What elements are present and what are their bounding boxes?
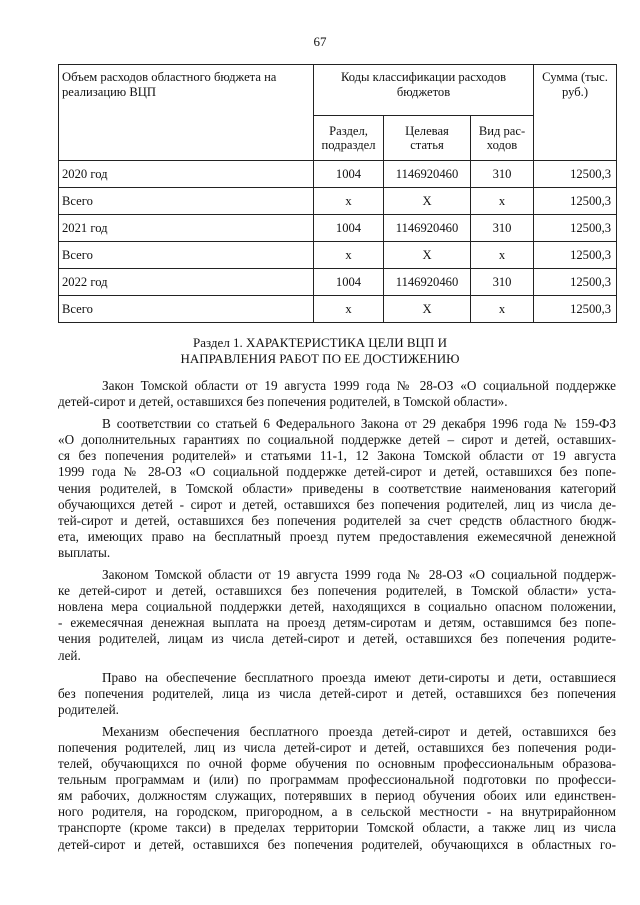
- section-title-line: Раздел 1. ХАРАКТЕРИСТИКА ЦЕЛИ ВЦП И: [193, 335, 447, 350]
- header-section: Раздел, подраздел: [314, 116, 384, 161]
- row-label: 2022 год: [59, 269, 314, 296]
- table-row: [59, 215, 617, 242]
- row-section: х: [314, 296, 384, 323]
- header-sum: Сумма (тыс. руб.): [534, 65, 617, 161]
- row-section: 1004: [314, 161, 384, 188]
- row-sum: 12500,3: [534, 161, 617, 188]
- row-target: Х: [384, 296, 471, 323]
- table-row: [59, 242, 617, 269]
- text-line: В соответствии со статьей 6 Федерального Закона от 29 декабря 1996 года № 159-ФЗ: [102, 416, 616, 432]
- paragraph: [58, 416, 616, 561]
- header-codes: Коды классификации расходов бюджетов: [314, 65, 534, 116]
- table-header-row: [59, 65, 617, 116]
- row-section: 1004: [314, 215, 384, 242]
- row-sum: 12500,3: [534, 215, 617, 242]
- text-line: детей-сирот и детей, оставшихся без попечения родителей, обучающихся в областных го-: [58, 836, 616, 852]
- table-row: [59, 161, 617, 188]
- text-line: обучающихся детей - сирот и детей, оставшихся без попечения родителей, лиц из числа де-: [58, 496, 616, 512]
- row-type: х: [471, 242, 534, 269]
- paragraph: [58, 724, 616, 853]
- text-line: чения родителей, лицам из числа детей-сирот и детей, оставшихся без попечения родите-: [58, 631, 616, 647]
- row-type: х: [471, 296, 534, 323]
- text-line: ке детей-сирот и детей, оставшихся без попечения родителей, в Томской области» уста-: [58, 583, 616, 599]
- text-line: выплаты.: [58, 544, 111, 560]
- row-label: Всего: [59, 188, 314, 215]
- text-line: Закон Томской области от 19 августа 1999 года № 28-ОЗ «О социальной поддержке: [102, 378, 616, 393]
- text-line: Право на обеспечение бесплатного проезда имеют дети-сироты и дети, оставшиеся: [102, 669, 616, 685]
- row-type: 310: [471, 215, 534, 242]
- text-line: детей-сирот и детей, оставшихся без попечения родителей, в Томской области».: [58, 394, 508, 410]
- text-line: новлена мера социальной поддержки детей, находящихся в социально опасном положении,: [58, 599, 616, 615]
- text-line: ного родителя, на городском, пригородном, а в сельской местности - на внутрирайонном: [58, 804, 616, 820]
- row-label: Всего: [59, 296, 314, 323]
- text-line: родителей.: [58, 701, 119, 717]
- row-sum: 12500,3: [534, 269, 617, 296]
- paragraph: [58, 670, 616, 718]
- row-section: 1004: [314, 269, 384, 296]
- row-label: 2021 год: [59, 215, 314, 242]
- header-volume: Объем расходов областного бюджета на реализацию ВЦП: [59, 65, 314, 161]
- text-line: Механизм обеспечения бесплатного проезда детей-сирот и детей, оставшихся без: [102, 723, 616, 739]
- header-type: Вид рас-ходов: [471, 116, 534, 161]
- budget-table: [58, 64, 617, 323]
- row-type: 310: [471, 161, 534, 188]
- section-title: [0, 335, 640, 367]
- section-title-line: НАПРАВЛЕНИЯ РАБОТ ПО ЕЕ ДОСТИЖЕНИЮ: [180, 351, 460, 366]
- table-row: [59, 188, 617, 215]
- text-line: без попечения родителей, лица из числа детей-сирот и детей, оставшихся без попечения: [58, 685, 616, 701]
- row-target: 1146920460: [384, 269, 471, 296]
- text-line: 1999 года № 28-ОЗ «О социальной поддержке детей-сирот и детей, оставшихся без попе-: [58, 464, 616, 480]
- body-text: [58, 378, 616, 859]
- table-row: [59, 296, 617, 323]
- row-sum: 12500,3: [534, 296, 617, 323]
- row-type: х: [471, 188, 534, 215]
- page-number: 67: [313, 34, 327, 49]
- row-sum: 12500,3: [534, 242, 617, 269]
- row-sum: 12500,3: [534, 188, 617, 215]
- text-line: лей.: [58, 647, 81, 663]
- row-label: Всего: [59, 242, 314, 269]
- text-line: ям рабочих, должностям служащих, потерявших в период обучения обоих или единствен-: [58, 788, 616, 804]
- text-line: - ежемесячная денежная выплата на проезд детям-сиротам и детям, оставшимся без попе-: [58, 615, 616, 631]
- text-line: попечения родителей, лиц из числа детей-сирот и детей, оставшихся без попечения роди-: [58, 739, 616, 755]
- paragraph: [58, 378, 616, 410]
- row-target: Х: [384, 242, 471, 269]
- row-target: Х: [384, 188, 471, 215]
- text-line: тельным программам и (или) по программам профессиональной подготовки по професси-: [58, 772, 616, 788]
- row-target: 1146920460: [384, 215, 471, 242]
- row-label: 2020 год: [59, 161, 314, 188]
- header-target: Целевая статья: [384, 116, 471, 161]
- table-row: [59, 269, 617, 296]
- paragraph: [58, 567, 616, 664]
- row-type: 310: [471, 269, 534, 296]
- text-line: телей, обучающихся по очной форме обучения по основным профессиональным образова-: [58, 756, 616, 772]
- text-line: чения родителей, в Томской области» приведены в соответствие наименования категорий: [58, 480, 616, 496]
- text-line: ета, имеющих право на бесплатный проезд путем предоставления ежемесячной денежной: [58, 528, 616, 544]
- text-line: транспорте (кроме такси) в пределах территории Томской области, а также лиц из числа: [58, 820, 616, 836]
- text-line: ся без попечения родителей» и статьями 11-1, 12 Закона Томской области от 19 августа: [58, 448, 616, 464]
- text-line: Законом Томской области от 19 августа 1999 года № 28-ОЗ «О социальной поддерж-: [102, 567, 616, 583]
- row-section: х: [314, 242, 384, 269]
- text-line: тей-сирот и детей, оставшихся без попечения родителей за счет средств областного бюдж-: [58, 512, 616, 528]
- row-target: 1146920460: [384, 161, 471, 188]
- text-line: «О дополнительных гарантиях по социальной поддержке детей – сирот и детей, оставших-: [58, 432, 616, 448]
- row-section: х: [314, 188, 384, 215]
